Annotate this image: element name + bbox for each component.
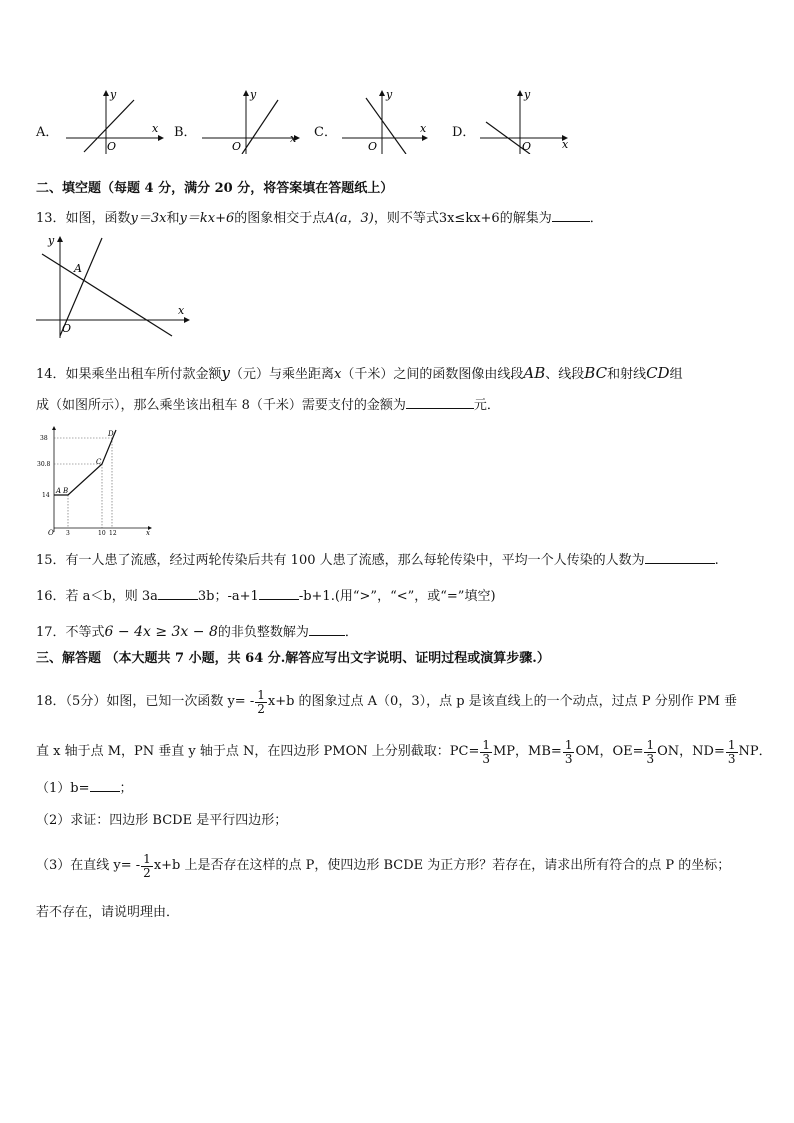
q17-text-b: 的非负整数解为 (217, 625, 309, 640)
q13-fig-y-label: y (48, 234, 55, 247)
q14-xtick-12: 12 (109, 530, 117, 536)
q18-p1-end: ； (119, 781, 133, 796)
q18-p3-frac-den: 2 (143, 865, 151, 880)
q18-third-den-4: 3 (727, 751, 736, 766)
section-2-title: 二、填空题（每题 4 分，满分 20 分，将答案填在答题纸上） (36, 181, 394, 196)
q18-text-c5: NP． (738, 744, 772, 759)
q18-p1-text: （1）b= (36, 781, 90, 796)
option-d-graph (480, 88, 580, 154)
q14-point-a: A (56, 487, 62, 495)
q18-text-b: x+b 的图象过点 A（0，3），点 p 是该直线上的一个动点，过点 P 分别作 PM 垂 (267, 694, 738, 709)
option-a (36, 88, 166, 158)
q18-frac-num: 1 (257, 687, 265, 702)
q13-text-c: 的图象相交于点 (234, 211, 326, 226)
q13-text-d: ，则不等式 (373, 211, 439, 226)
q13-f2: y＝kx+6 (179, 211, 235, 226)
q15-answer-blank[interactable] (645, 551, 715, 564)
q18-third-num-3: 1 (646, 737, 655, 752)
q14-point-d: D (108, 430, 114, 438)
q14-ytick-30-8: 30.8 (37, 461, 51, 468)
q14-xtick-3: 3 (66, 530, 70, 536)
option-b-label: B． (174, 125, 197, 140)
q13-text-b: 和 (166, 211, 180, 226)
q18-text-c2: MP，MB= (493, 744, 562, 759)
q14-text-4: 、线段 (545, 367, 585, 382)
q18-third-num-1: 1 (482, 737, 490, 752)
q18-p3-text-a: （3）在直线 y= - (36, 858, 141, 873)
q17-inequality: 6 − 4x ≥ 3x − 8 (104, 624, 218, 640)
q16-text-c: -b+1.(用“>”，“<”，或“=”填空) (298, 589, 496, 604)
q14-xtick-10: 10 (98, 530, 106, 536)
q18-text-c4: ON，ND= (657, 744, 725, 759)
q14-figure (36, 424, 156, 536)
q13-text-e: 的解集为 (499, 211, 552, 226)
q18-part-1 (36, 779, 133, 798)
q13-end: ． (589, 211, 603, 226)
option-a-y-label: y (110, 88, 117, 101)
q18-frac-third-1 (480, 739, 492, 766)
q16-text-a: 16．若 a＜b，则 3a (36, 589, 158, 604)
option-c (314, 88, 444, 158)
question-14-line2 (36, 396, 500, 415)
option-d-y-label: y (524, 88, 531, 101)
option-d-label: D． (452, 125, 476, 140)
q14-fig-origin: O (48, 529, 54, 536)
q13-fig-origin: O (62, 322, 72, 335)
q14-text-2: （元）与乘坐距离 (230, 367, 335, 382)
question-13 (36, 209, 603, 228)
q18-p1-blank[interactable] (90, 779, 120, 792)
option-c-graph (342, 88, 442, 154)
q18-frac-third-2 (563, 739, 575, 766)
q13-point: A(a，3) (325, 211, 374, 226)
q13-figure (36, 232, 196, 340)
option-b (174, 88, 304, 158)
question-15 (36, 551, 719, 570)
q16-blank-1[interactable] (158, 587, 198, 600)
q16-text-b: 3b；-a+1 (197, 589, 259, 604)
option-c-y-label: y (386, 88, 393, 101)
q14-text-3: （千米）之间的函数图像由线段 (341, 367, 524, 382)
q18-part-2: （2）求证：四边形 BCDE 是平行四边形； (36, 813, 288, 828)
option-a-origin: O (107, 140, 117, 153)
option-c-origin: O (368, 140, 378, 153)
q14-seg-bc: BC (584, 364, 608, 382)
question-16 (36, 587, 496, 606)
q14-text-7: 成（如图所示），那么乘坐该出租车 8（千米）需要支付的金额为 (36, 398, 406, 413)
option-d (452, 88, 582, 158)
q14-text-1: 14．如果乘坐出租车所付款金额 (36, 367, 222, 382)
option-a-x-label: x (152, 122, 159, 135)
option-c-x-label: x (420, 122, 427, 135)
q18-third-num-4: 1 (727, 737, 736, 752)
q14-text-8: 元． (473, 398, 500, 413)
q14-fig-x-label: x (146, 529, 150, 536)
option-b-origin: O (232, 140, 242, 153)
q18-third-den-3: 3 (646, 751, 655, 766)
question-14-line1 (36, 364, 683, 384)
q18-text-a: 18．（5分）如图，已知一次函数 y= - (36, 694, 255, 709)
q14-point-b: B (63, 487, 69, 495)
q18-text-c: 直 x 轴于点 M，PN 垂直 y 轴于点 N，在四边形 PMON 上分别截取：PC= (36, 744, 480, 759)
option-b-x-label: x (290, 132, 297, 145)
q14-var-y: y (221, 364, 231, 382)
q14-ytick-14: 14 (42, 492, 50, 499)
question-18-line1 (36, 684, 737, 720)
q17-end: ． (344, 625, 358, 640)
q13-fig-point-a: A (74, 262, 82, 275)
q14-ytick-38: 38 (40, 435, 48, 442)
q18-p3-frac-num: 1 (143, 851, 151, 866)
option-d-x-label: x (562, 138, 569, 151)
question-17 (36, 623, 358, 642)
q13-ineq: 3x≤kx+6 (438, 211, 500, 226)
q18-p3-text-b: x+b 上是否存在这样的点 P，使四边形 BCDE 为正方形？若存在，请求出所有符合的点 P 的坐标； (153, 858, 731, 873)
q14-text-5: 和射线 (607, 367, 647, 382)
q18-frac-third-3 (644, 739, 656, 766)
q15-end: . (714, 553, 719, 568)
q14-answer-blank[interactable] (406, 396, 474, 409)
option-b-y-label: y (250, 88, 257, 101)
q14-ray-cd: CD (646, 364, 670, 382)
option-c-label: C． (314, 125, 337, 140)
q18-part-3 (36, 848, 730, 884)
q14-var-x: x (334, 367, 342, 382)
q18-third-den-2: 3 (564, 751, 573, 766)
q15-text: 15．有一人患了流感，经过两轮传染后共有 100 人患了流感，那么每轮传染中，平均一个人传染的人数为 (36, 553, 645, 568)
q18-third-num-2: 1 (564, 737, 573, 752)
q13-answer-blank[interactable] (552, 209, 590, 222)
q13-text-a: 13．如图，函数 (36, 211, 131, 226)
q14-seg-ab: AB (523, 364, 546, 382)
q16-blank-2[interactable] (259, 587, 299, 600)
q18-frac-den: 2 (257, 701, 265, 716)
option-a-graph (66, 88, 166, 154)
q18-part-3-cont: 若不存在，请说明理由． (36, 905, 180, 920)
option-d-origin: O (522, 140, 532, 153)
q18-frac-half (255, 689, 267, 716)
q17-text-a: 17．不等式 (36, 625, 105, 640)
option-a-label: A． (36, 125, 59, 140)
q17-answer-blank[interactable] (309, 623, 345, 636)
q18-p3-frac-half (141, 853, 153, 880)
q14-text-6: 组 (669, 367, 683, 382)
q13-f1: y＝3x (130, 211, 167, 226)
q18-third-den-1: 3 (482, 751, 490, 766)
question-18-line2 (36, 734, 772, 770)
q18-text-c3: OM，OE= (575, 744, 644, 759)
section-3-title: 三、解答题 （本大题共 7 小题，共 64 分.解答应写出文字说明、证明过程或演算步骤.） (36, 651, 550, 666)
q18-frac-third-4 (726, 739, 738, 766)
q13-fig-x-label: x (178, 304, 185, 317)
q14-point-c: C (96, 458, 102, 466)
option-b-graph (202, 88, 302, 154)
